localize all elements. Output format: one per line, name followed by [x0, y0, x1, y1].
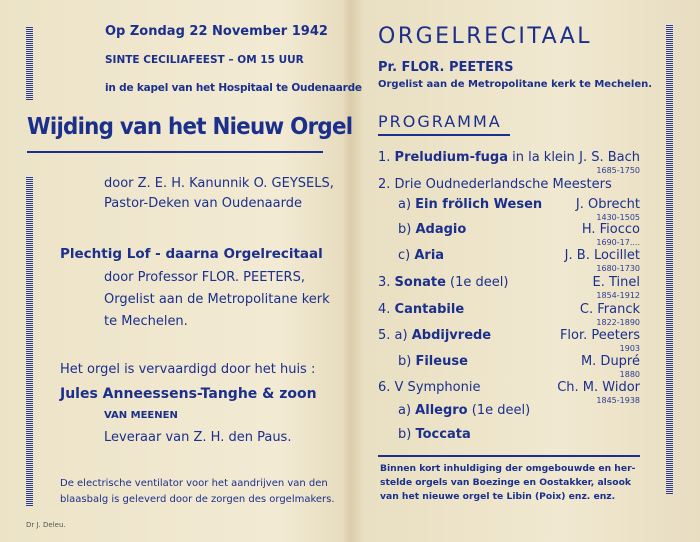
program-item-prefix: 2. Drie Oudnederlandsche Meesters: [378, 177, 612, 192]
program-item-years: 1903: [619, 344, 640, 353]
program-item: [378, 275, 508, 290]
program-item-years: 1854-1912: [596, 291, 640, 300]
program-item-detail: (1e deel): [467, 403, 531, 418]
program-item-composer: C. Franck: [579, 302, 640, 317]
ventilator-note-1: De electrische ventilator voor het aandrijven van den: [60, 478, 328, 489]
organ-builder: Jules Anneessens-Tanghe & zoon: [60, 386, 317, 402]
program-heading-rule: [378, 134, 510, 136]
supplier-line: Leveraar van Z. H. den Paus.: [104, 430, 292, 445]
program-item-prefix: a): [398, 403, 416, 418]
program-item-work: Ein frölich Wesen: [415, 197, 543, 212]
program-item: [378, 380, 480, 395]
left-border-stripe-top: [26, 26, 33, 100]
program-item-composer: M. Dupré: [580, 354, 640, 369]
program-item-detail: in la klein: [507, 150, 575, 165]
printer-credit: Dr J. Deleu.: [26, 521, 66, 529]
footer-rule: [378, 455, 640, 457]
program-item: [398, 222, 466, 237]
ventilator-note-2: blaasbalg is geleverd door de zorgen des orgelmakers.: [60, 494, 335, 505]
program-item-years: 1690-17....: [596, 238, 640, 247]
program-item-work: Aria: [414, 248, 445, 263]
performer-role: Orgelist aan de Metropolitane kerk te Mechelen.: [378, 79, 653, 90]
program-item-composer: J. Obrecht: [575, 197, 640, 212]
organist-role: Orgelist aan de Metropolitane kerk: [104, 292, 330, 307]
program-item-years: 1845-1938: [596, 396, 640, 405]
program-item: [378, 328, 491, 343]
program-item-composer: Ch. M. Widor: [557, 380, 640, 395]
right-border-stripe: [666, 24, 673, 494]
program-item-work: Allegro: [415, 403, 468, 418]
program-heading: PROGRAMMA: [378, 112, 502, 131]
program-item-years: 1822-1890: [596, 318, 640, 327]
program-item: [378, 302, 464, 317]
place-line: in de kapel van het Hospitaal te Oudenaarde: [105, 82, 362, 94]
program-item-composer: J. S. Bach: [579, 150, 640, 165]
program-item-prefix: 1.: [378, 150, 395, 165]
program-item-work: Fileuse: [415, 354, 468, 369]
dedication-title: Wijding van het Nieuw Orgel: [27, 114, 353, 140]
left-border-stripe-bottom: [26, 176, 33, 506]
program-item-prefix: 5. a): [378, 328, 412, 343]
program-item-work: Cantabile: [394, 302, 465, 317]
organ-maker-line: Het orgel is vervaardigd door het huis :: [60, 362, 316, 377]
program-item: [398, 403, 530, 418]
program-item-prefix: 6. V Symphonie: [378, 380, 481, 395]
program-item: [398, 248, 444, 263]
program-item: [378, 177, 612, 192]
program-item-composer: Flor. Peeters: [559, 328, 640, 343]
feast-line: SINTE CECILIAFEEST – OM 15 UUR: [105, 54, 304, 66]
organist-line: door Professor FLOR. PEETERS,: [104, 270, 305, 285]
program-item-composer: E. Tinel: [592, 275, 640, 290]
program-item: [398, 197, 542, 212]
program-item-prefix: c): [398, 248, 415, 263]
organist-city: te Mechelen.: [104, 314, 188, 329]
program-item-work: Abdijvrede: [411, 328, 492, 343]
performer-name: Pr. FLOR. PEETERS: [378, 60, 514, 75]
program-item-composer: H. Fiocco: [581, 222, 640, 237]
date-line: Op Zondag 22 November 1942: [105, 24, 328, 39]
program-item: [378, 150, 575, 165]
program-item-detail: (1e deel): [445, 275, 509, 290]
program-item: [398, 354, 468, 369]
program-item-work: Adagio: [415, 222, 467, 237]
program-item-prefix: a): [398, 197, 416, 212]
lof-line: Plechtig Lof - daarna Orgelrecitaal: [60, 246, 323, 262]
program-item-years: 1685-1750: [596, 166, 640, 175]
footer-note-3: van het nieuwe orgel te Libin (Poix) enz. enz.: [380, 491, 616, 502]
program-item-years: 1680-1730: [596, 264, 640, 273]
program-item-work: Preludium-fuga: [394, 150, 508, 165]
footer-note-1: Binnen kort inhuldiging der omgebouwde en her-: [380, 463, 636, 474]
recital-title: ORGELRECITAAL: [378, 24, 593, 49]
program-item-years: 1880: [619, 370, 640, 379]
program-item-prefix: b): [398, 354, 416, 369]
title-rule: [27, 151, 323, 153]
program-item-prefix: b): [398, 222, 416, 237]
builder-place: VAN MEENEN: [104, 410, 178, 421]
consecrator-title: Pastor-Deken van Oudenaarde: [104, 196, 302, 211]
program-item: [398, 427, 471, 442]
footer-note-2: stelde orgels van Boezinge en Oostakker, alsook: [380, 477, 632, 488]
program-item-years: 1430-1505: [596, 213, 640, 222]
program-item-work: Toccata: [415, 427, 471, 442]
program-item-prefix: 3.: [378, 275, 395, 290]
program-item-composer: J. B. Locillet: [564, 248, 640, 263]
program-item-prefix: b): [398, 427, 416, 442]
consecrator-line: door Z. E. H. Kanunnik O. GEYSELS,: [104, 176, 334, 191]
program-item-prefix: 4.: [378, 302, 395, 317]
program-item-work: Sonate: [394, 275, 446, 290]
